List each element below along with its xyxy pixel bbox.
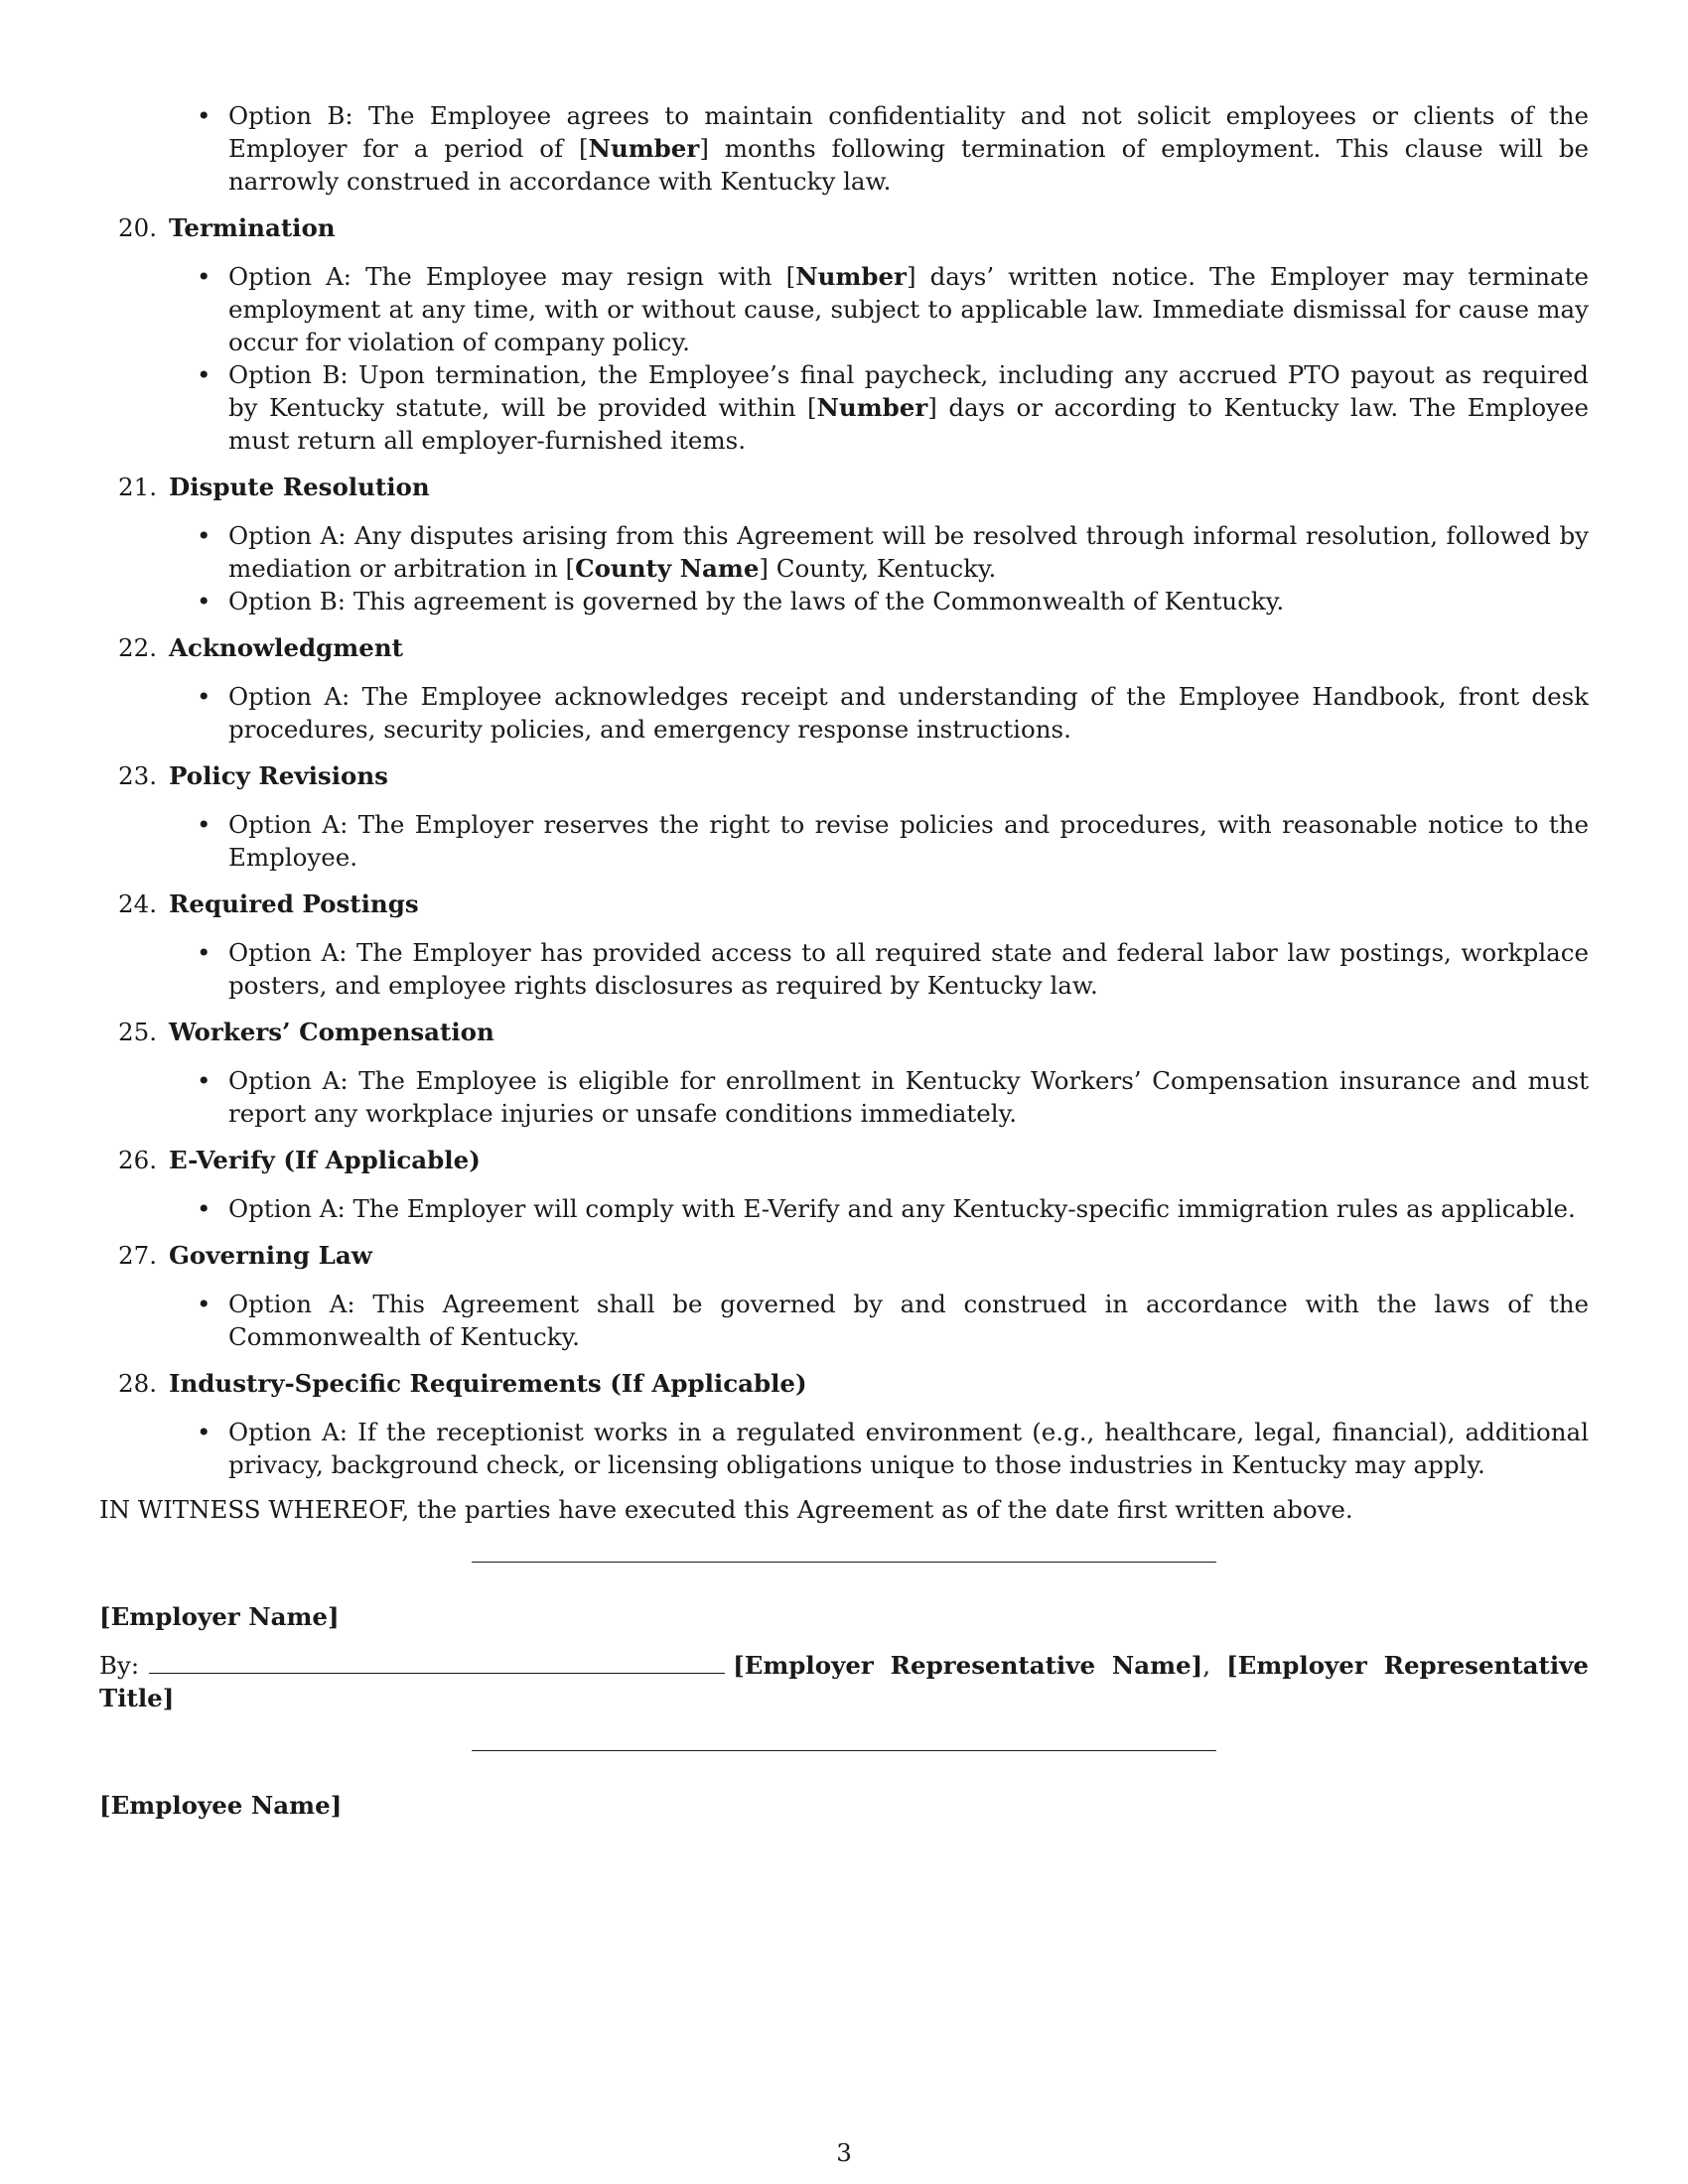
bullet-icon: • bbox=[197, 262, 211, 291]
option-text: Option B: The Employee agrees to maintain confidentiality and not solicit employees or clients of the Employer for a period of bbox=[228, 101, 1589, 163]
option-item bbox=[99, 519, 1589, 585]
section-heading: Industry-Specific Requirements (If Applicable) bbox=[169, 1369, 807, 1398]
option-list bbox=[99, 936, 1589, 1002]
option-item bbox=[99, 808, 1589, 874]
employer-rep-title-placeholder: Employer Representative Title bbox=[99, 1651, 1589, 1712]
option-text: Option A: The Employee is eligible for enrollment in Kentucky Workers’ Compensation insurance and must report any workplace injuries or unsafe conditions immediately. bbox=[228, 1066, 1589, 1128]
section-number: 24. bbox=[118, 889, 157, 918]
section-title bbox=[99, 1144, 1589, 1176]
option-text: Option B: This agreement is governed by the laws of the Commonwealth of Kentucky. bbox=[228, 587, 1285, 615]
option-text: Option A: The Employer reserves the right to revise policies and procedures, with reasonable notice to the Employee. bbox=[228, 810, 1589, 872]
placeholder-text: County Name bbox=[575, 554, 760, 583]
option-text: Option A: The Employer will comply with E-Verify and any Kentucky-specific immigration rules as applicable. bbox=[228, 1194, 1576, 1223]
option-list bbox=[99, 1416, 1589, 1481]
section bbox=[99, 1239, 1589, 1353]
option-item bbox=[99, 585, 1589, 617]
bullet-icon: • bbox=[197, 810, 211, 839]
section-number: 27. bbox=[118, 1241, 157, 1270]
bullet-icon: • bbox=[197, 1418, 211, 1446]
employer-name-placeholder: Employer Name bbox=[110, 1602, 329, 1631]
section-heading: Workers’ Compensation bbox=[169, 1018, 494, 1046]
option-list bbox=[99, 1288, 1589, 1353]
option-text: Option A: The Employer has provided access to all required state and federal labor law postings, workplace posters, and employee rights disclosures as required by Kentucky law. bbox=[228, 938, 1589, 1000]
section-number: 28. bbox=[118, 1369, 157, 1398]
option-item bbox=[99, 1192, 1589, 1225]
section bbox=[99, 631, 1589, 746]
option-list bbox=[99, 519, 1589, 617]
section-title bbox=[99, 1367, 1589, 1400]
bullet-icon: • bbox=[197, 938, 211, 967]
bullet-icon: • bbox=[197, 360, 211, 389]
section bbox=[99, 1016, 1589, 1130]
section bbox=[99, 471, 1589, 617]
bullet-icon: • bbox=[197, 1194, 211, 1223]
employee-name-block: [Employee Name] bbox=[99, 1791, 343, 1820]
section-heading: Policy Revisions bbox=[169, 761, 388, 790]
placeholder-text: Number bbox=[795, 262, 907, 291]
employer-by-line: By: [Employer Representative Name], [Employer Representative Title] bbox=[99, 1651, 1589, 1712]
section bbox=[99, 887, 1589, 1002]
section-number: 25. bbox=[118, 1018, 157, 1046]
option-list bbox=[99, 260, 1589, 457]
by-label: By: bbox=[99, 1651, 140, 1680]
option-item bbox=[99, 680, 1589, 746]
section-title bbox=[99, 631, 1589, 664]
bullet-icon: • bbox=[197, 1290, 211, 1318]
section-heading: Dispute Resolution bbox=[169, 473, 430, 501]
option-text: [ bbox=[578, 134, 589, 163]
option-item bbox=[99, 99, 1589, 198]
bullet-icon: • bbox=[197, 1066, 211, 1095]
section-number: 22. bbox=[118, 633, 157, 662]
bullet-icon: • bbox=[197, 101, 211, 130]
page-content bbox=[99, 99, 1589, 1822]
section-title bbox=[99, 887, 1589, 920]
bullet-icon: • bbox=[197, 587, 211, 615]
option-list bbox=[99, 808, 1589, 874]
employer-name-block: [Employer Name] bbox=[99, 1602, 340, 1631]
section-number: 21. bbox=[118, 473, 157, 501]
option-text: ] days or according to Kentucky law. The Employee must return all employer-furnished items. bbox=[228, 393, 1589, 455]
placeholder-text: Number bbox=[816, 393, 928, 422]
section-heading: Termination bbox=[169, 213, 336, 242]
option-text: ] months following termination of employment. This clause will be narrowly construed in accordance with Kentucky law. bbox=[228, 134, 1590, 196]
option-item bbox=[99, 1064, 1589, 1130]
option-item bbox=[99, 1288, 1589, 1353]
option-list bbox=[99, 680, 1589, 746]
carryover-options bbox=[99, 99, 1589, 198]
option-item bbox=[99, 1416, 1589, 1481]
section-heading: Required Postings bbox=[169, 889, 419, 918]
employee-signature-line bbox=[472, 1750, 1216, 1751]
option-item bbox=[99, 936, 1589, 1002]
numbered-sections bbox=[99, 211, 1589, 1481]
by-signature-blank bbox=[149, 1651, 725, 1674]
bullet-icon: • bbox=[197, 521, 211, 550]
section-heading: Acknowledgment bbox=[169, 633, 403, 662]
section-title bbox=[99, 759, 1589, 792]
option-text: ] days’ written notice. The Employer may terminate employment at any time, with or without cause, subject to applicable law. Immediate dismissal for cause may occur for violation of company policy. bbox=[228, 262, 1589, 356]
section-heading: E-Verify (If Applicable) bbox=[169, 1146, 481, 1174]
section-title bbox=[99, 211, 1589, 244]
option-item bbox=[99, 260, 1589, 358]
section-number: 23. bbox=[118, 761, 157, 790]
option-list bbox=[99, 1064, 1589, 1130]
placeholder-text: Number bbox=[588, 134, 700, 163]
section bbox=[99, 211, 1589, 457]
option-text: Option A: Any disputes arising from this Agreement will be resolved through informal resolution, followed by mediation or arbitration in [ bbox=[228, 521, 1589, 583]
employer-rep-name-placeholder: Employer Representative Name bbox=[744, 1651, 1192, 1680]
option-text: Option A: The Employee may resign with [ bbox=[228, 262, 796, 291]
employer-signature-line bbox=[472, 1562, 1216, 1563]
section-title bbox=[99, 1239, 1589, 1272]
section bbox=[99, 759, 1589, 874]
section-number: 20. bbox=[118, 213, 157, 242]
option-list bbox=[99, 1192, 1589, 1225]
section bbox=[99, 1144, 1589, 1225]
page-number: 3 bbox=[836, 2138, 852, 2167]
option-text: Option A: If the receptionist works in a regulated environment (e.g., healthcare, legal, financial), additional privacy, background check, or licensing obligations unique to those industries in Kentucky may apply. bbox=[228, 1418, 1589, 1479]
option-text: Option A: This Agreement shall be governed by and construed in accordance with the laws of the Commonwealth of Kentucky. bbox=[228, 1290, 1589, 1351]
option-text: Option B: Upon termination, the Employee’s final paycheck, including any accrued PTO payout as required by Kentucky statute, will be provided within [ bbox=[228, 360, 1589, 422]
bullet-icon: • bbox=[197, 682, 211, 711]
option-item bbox=[99, 358, 1589, 457]
witness-statement: IN WITNESS WHEREOF, the parties have executed this Agreement as of the date first written above. bbox=[99, 1495, 1353, 1524]
section-title bbox=[99, 471, 1589, 503]
section-number: 26. bbox=[118, 1146, 157, 1174]
section-heading: Governing Law bbox=[169, 1241, 372, 1270]
employee-name-placeholder: Employee Name bbox=[110, 1791, 331, 1820]
option-text: Option A: The Employee acknowledges receipt and understanding of the Employee Handbook, front desk procedures, security policies, and emergency response instructions. bbox=[228, 682, 1589, 744]
option-text: ] County, Kentucky. bbox=[759, 554, 997, 583]
section bbox=[99, 1367, 1589, 1481]
section-title bbox=[99, 1016, 1589, 1048]
